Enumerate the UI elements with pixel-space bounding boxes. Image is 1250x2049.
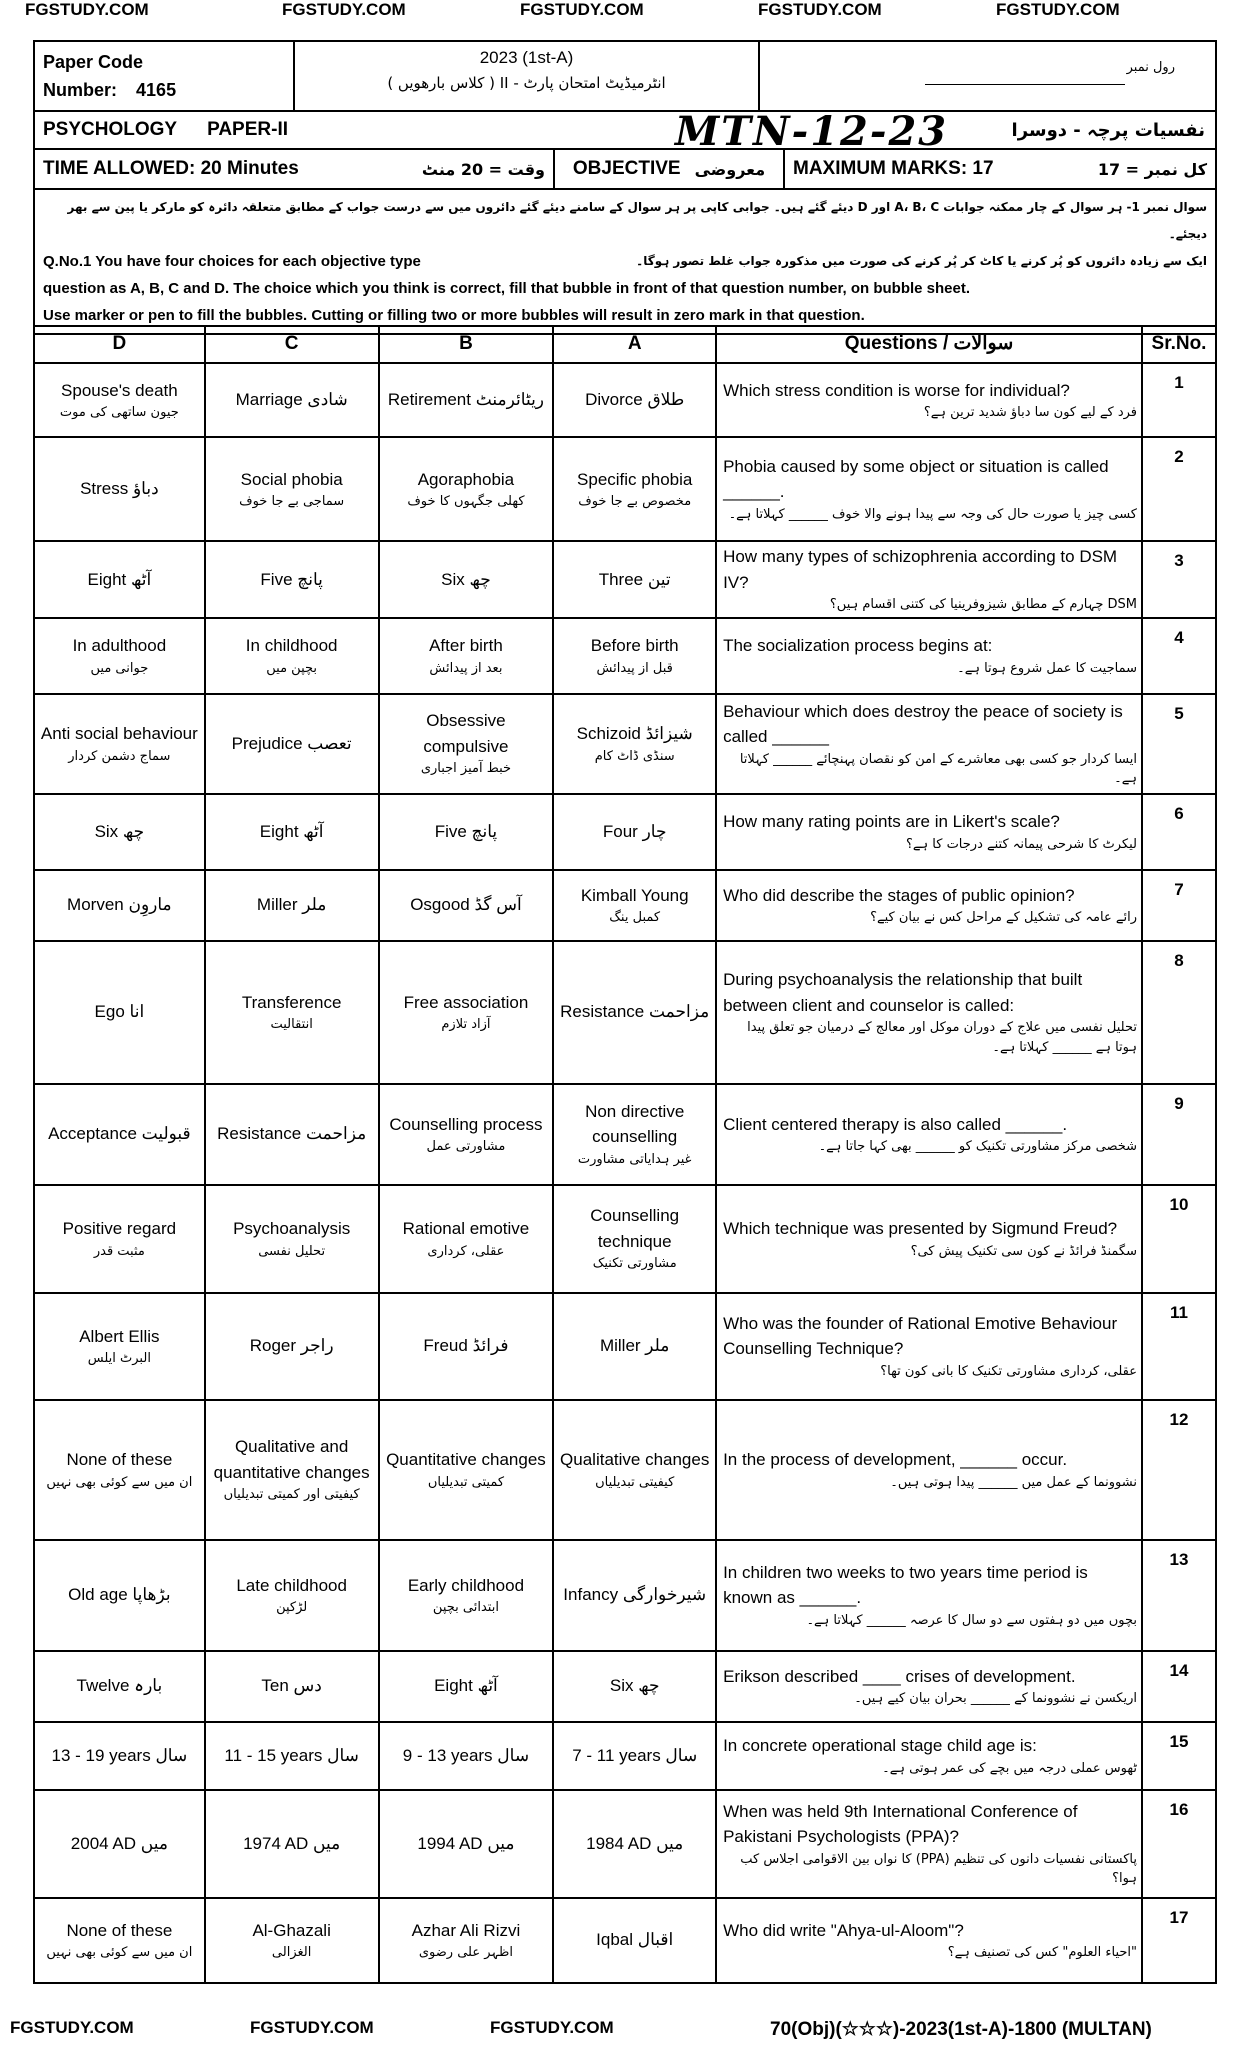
option-text: Kimball Young	[580, 885, 689, 905]
option-urdu: کھلی جگہوں کا خوف	[407, 494, 525, 509]
question-cell	[716, 794, 1142, 870]
instructions-urdu-2: ایک سے زیادہ دائروں کو پُر کرنے یا کاٹ کر پُر کرنے کی صورت میں مذکورہ جواب غلط تصور ہوگا۔	[636, 254, 1207, 268]
serial-number: 8	[1142, 941, 1216, 1084]
question-urdu: DSM چہارم کے مطابق شیزوفرینیا کی کتنی اقسام ہیں؟	[829, 597, 1137, 612]
question-cell	[716, 1084, 1142, 1185]
question-urdu: شخصی مرکز مشاورتی تکنیک کو ______ بھی کہا جاتا ہے۔	[818, 1139, 1137, 1154]
option-b	[379, 541, 554, 618]
option-text: Anti social behaviour	[40, 724, 198, 743]
question-row	[34, 1790, 1216, 1898]
question-urdu: اریکسن نے نشوونما کے ______ بحران بیان کیے ہیں۔	[854, 1691, 1137, 1706]
option-c	[205, 1400, 379, 1540]
option-c	[205, 1651, 379, 1722]
option-b	[379, 1540, 554, 1651]
option-b	[379, 1185, 554, 1293]
option-a	[553, 541, 716, 618]
option-text: Qualitative changes	[560, 1450, 710, 1469]
option-urdu: سماجی بے جا خوف	[239, 494, 345, 509]
paper-number: 4165	[136, 80, 177, 100]
option-d	[34, 1651, 205, 1722]
col-sr: Sr.No.	[1142, 326, 1216, 363]
option-text: None of these	[66, 1920, 173, 1940]
col-c: C	[205, 326, 379, 363]
option-a	[553, 1898, 716, 1983]
option-c	[205, 941, 379, 1084]
question-urdu: فرد کے لیے کون سا دباؤ شدید ترین ہے؟	[923, 405, 1137, 420]
question-urdu: تحلیل نفسی میں علاج کے دوران موکل اور معالج کے درمیان جو تعلق پیدا ہوتا ہے ______ کہلاتا ہے۔	[747, 1020, 1137, 1055]
option-text: Three تین	[598, 569, 671, 589]
question-urdu: پاکستانی نفسیات دانوں کی تنظیم (PPA) کا نواں بین الاقوامی اجلاس کب ہوا؟	[740, 1851, 1137, 1886]
question-text: Phobia caused by some object or situation is called ______.	[723, 456, 1109, 502]
option-text: Miller ملر	[599, 1336, 670, 1356]
option-c	[205, 437, 379, 541]
question-cell	[716, 1651, 1142, 1722]
option-d	[34, 870, 205, 941]
option-urdu: غیر ہدایاتی مشاورت	[577, 1151, 692, 1167]
option-text: Before birth	[590, 636, 679, 655]
option-b	[379, 437, 554, 541]
option-text: Counselling technique	[590, 1206, 680, 1251]
option-text: Five پانچ	[260, 569, 323, 589]
option-d	[34, 1185, 205, 1293]
option-text: Prejudice تعصب	[231, 733, 352, 753]
option-a	[553, 694, 716, 794]
option-c	[205, 618, 379, 694]
option-d	[34, 1540, 205, 1651]
serial-number: 4	[1142, 618, 1216, 694]
option-d	[34, 1084, 205, 1185]
option-b	[379, 870, 554, 941]
option-text: Miller ملر	[256, 895, 327, 915]
max-marks: MAXIMUM MARKS: 17	[793, 158, 994, 179]
option-b	[379, 1790, 554, 1898]
option-d	[34, 437, 205, 541]
exam-title-urdu: انٹرمیڈیٹ امتحان پارٹ - II ( کلاس بارھویں )	[387, 74, 666, 92]
option-text: Six چھ	[441, 569, 491, 589]
option-d	[34, 541, 205, 618]
serial-number: 2	[1142, 437, 1216, 541]
question-text: Client centered therapy is also called ______.	[723, 1114, 1068, 1134]
option-c	[205, 363, 379, 437]
option-text: Freud فرائڈ	[423, 1336, 509, 1356]
option-text: Obsessive compulsive	[423, 711, 509, 756]
option-c	[205, 1540, 379, 1651]
option-d	[34, 794, 205, 870]
option-text: Psychoanalysis	[233, 1219, 351, 1238]
question-urdu: نشوونما کے عمل میں ______ پیدا ہوتی ہیں۔	[890, 1474, 1137, 1490]
serial-number: 13	[1142, 1540, 1216, 1651]
option-urdu: الغزالی	[271, 1945, 312, 1960]
option-urdu: آزاد تلازم	[441, 1017, 491, 1032]
question-row	[34, 694, 1216, 794]
option-d	[34, 694, 205, 794]
watermark: FGSTUDY.COM	[282, 0, 406, 19]
question-cell	[716, 437, 1142, 541]
question-row	[34, 1185, 1216, 1293]
question-row	[34, 1540, 1216, 1651]
option-urdu: عقلی، کرداری	[427, 1243, 505, 1259]
option-text: Retirement ریٹائرمنٹ	[387, 390, 545, 410]
option-urdu: قبل از پیدائش	[596, 660, 673, 676]
serial-number: 10	[1142, 1185, 1216, 1293]
question-row	[34, 1898, 1216, 1983]
question-text: Erikson described ____ crises of development.	[723, 1666, 1076, 1686]
footer-watermark: FGSTUDY.COM	[250, 2018, 374, 2037]
option-text: Qualitative and quantitative changes	[213, 1437, 370, 1482]
question-row	[34, 1084, 1216, 1185]
option-text: Eight آٹھ	[259, 821, 324, 841]
option-c	[205, 1084, 379, 1185]
question-row	[34, 794, 1216, 870]
question-cell	[716, 870, 1142, 941]
option-text: Six چھ	[94, 821, 145, 841]
footer-watermark: FGSTUDY.COM	[490, 2018, 614, 2037]
option-text: Early childhood	[407, 1575, 525, 1595]
option-text: Free association	[403, 992, 529, 1012]
option-urdu: لڑکپن	[276, 1600, 308, 1615]
option-b	[379, 794, 554, 870]
option-text: Quantitative changes	[386, 1450, 546, 1469]
option-text: None of these	[66, 1450, 173, 1469]
option-urdu: جیون ساتھی کی موت	[59, 405, 179, 420]
option-text: Twelve بارہ	[76, 1676, 163, 1696]
watermark: FGSTUDY.COM	[25, 0, 149, 19]
option-c	[205, 1722, 379, 1790]
question-cell	[716, 363, 1142, 437]
option-a	[553, 1400, 716, 1540]
option-text: Osgood آس گڈ	[410, 895, 522, 915]
question-text: In the process of development, ______ occur.	[723, 1450, 1068, 1469]
option-urdu: مشاورتی تکنیک	[592, 1256, 677, 1272]
option-urdu: کمیتی تبدیلیاں	[427, 1474, 505, 1490]
question-text: How many rating points are in Likert's scale?	[723, 812, 1060, 831]
watermark: FGSTUDY.COM	[758, 0, 882, 19]
option-text: Positive regard	[62, 1219, 177, 1238]
question-urdu: عقلی، کرداری مشاورتی تکنیک کا بانی کون تھا؟	[880, 1363, 1137, 1379]
option-c	[205, 1898, 379, 1983]
option-text: Morven ماروِن	[67, 895, 172, 915]
option-text: Counselling process	[389, 1114, 543, 1134]
option-text: Late childhood	[236, 1575, 347, 1595]
option-c	[205, 1790, 379, 1898]
question-text: In children two weeks to two years time period is known as ______.	[723, 1562, 1088, 1608]
question-urdu: سماجیت کا عمل شروع ہوتا ہے۔	[957, 660, 1137, 676]
serial-number: 3	[1142, 541, 1216, 618]
question-cell	[716, 1722, 1142, 1790]
question-row	[34, 1400, 1216, 1540]
option-a	[553, 363, 716, 437]
option-text: Agoraphobia	[417, 469, 515, 489]
option-text: 1984 AD میں	[586, 1833, 684, 1853]
question-row	[34, 363, 1216, 437]
option-text: Non directive counselling	[585, 1101, 685, 1147]
option-urdu: ابتدائی بچپن	[432, 1600, 499, 1615]
option-c	[205, 1293, 379, 1400]
option-text: Iqbal اقبال	[596, 1930, 674, 1950]
col-b: B	[379, 326, 554, 363]
serial-number: 16	[1142, 1790, 1216, 1898]
option-text: 1994 AD میں	[417, 1833, 515, 1853]
option-a	[553, 870, 716, 941]
option-b	[379, 694, 554, 794]
max-marks-urdu: کل نمبر = 17	[1097, 159, 1207, 179]
option-a	[553, 1185, 716, 1293]
objective-urdu: معروضی	[694, 159, 766, 179]
time-allowed: TIME ALLOWED: 20 Minutes	[43, 158, 299, 179]
option-urdu: مثبت قدر	[93, 1243, 145, 1259]
paper: PAPER-II	[207, 119, 289, 140]
option-b	[379, 363, 554, 437]
option-urdu: اظہر علی رضوی	[418, 1945, 513, 1960]
serial-number: 17	[1142, 1898, 1216, 1983]
option-c	[205, 870, 379, 941]
col-questions: Questions / سوالات	[716, 326, 1142, 363]
question-row	[34, 870, 1216, 941]
question-text: Which stress condition is worse for individual?	[723, 380, 1070, 400]
subject: PSYCHOLOGY	[43, 119, 178, 140]
question-row	[34, 541, 1216, 618]
option-text: Infancy شیرخوارگی	[563, 1585, 707, 1605]
option-b	[379, 1651, 554, 1722]
option-text: 1974 AD میں	[243, 1833, 341, 1853]
option-a	[553, 1722, 716, 1790]
question-cell	[716, 1185, 1142, 1293]
option-d	[34, 1790, 205, 1898]
option-text: 11 - 15 years سال	[224, 1745, 359, 1765]
question-text: Who did write "Ahya-ul-Aloom"?	[723, 1920, 964, 1940]
option-text: Schizoid شیزائڈ	[576, 724, 693, 743]
footer-watermark: FGSTUDY.COM	[10, 2018, 134, 2037]
serial-number: 12	[1142, 1400, 1216, 1540]
handwritten-code: MTN-12-23	[675, 108, 949, 155]
option-text: Al-Ghazali	[252, 1920, 331, 1940]
question-cell	[716, 694, 1142, 794]
option-c	[205, 694, 379, 794]
serial-number: 15	[1142, 1722, 1216, 1790]
watermark: FGSTUDY.COM	[520, 0, 644, 19]
question-urdu: ایسا کردار جو کسی بھی معاشرے کے امن کو نقصان پہنچائے ______ کہلاتا ہے۔	[739, 751, 1137, 786]
col-d: D	[34, 326, 205, 363]
question-cell	[716, 1540, 1142, 1651]
option-b	[379, 618, 554, 694]
option-d	[34, 1400, 205, 1540]
instructions-urdu-1: سوال نمبر 1- ہر سوال کے چار ممکنہ جوابات A، B، C اور D دیئے گئے ہیں۔ جوابی کاپی پر ہر سوال کے سامنے دیئے گئے دائروں میں سے درست جواب کے مطابق متعلقہ دائرہ کو مارکر یا پین سے بھر دیجئے۔	[67, 200, 1207, 241]
question-text: The socialization process begins at:	[723, 636, 993, 655]
paper-code-label: Paper Code	[43, 52, 144, 72]
watermark: FGSTUDY.COM	[996, 0, 1120, 19]
question-urdu: لیکرٹ کا شرحی پیمانہ کتنے درجات کا ہے؟	[906, 836, 1137, 852]
option-a	[553, 1790, 716, 1898]
question-row	[34, 618, 1216, 694]
option-text: Resistance مزاحمت	[217, 1124, 367, 1144]
option-text: Roger راجر	[249, 1336, 334, 1356]
serial-number: 7	[1142, 870, 1216, 941]
option-text: Spouse's death	[61, 380, 178, 400]
question-urdu: رائے عامہ کی تشکیل کے مراحل کس نے بیان کیے؟	[870, 910, 1137, 925]
question-text: Who did describe the stages of public opinion?	[723, 885, 1075, 905]
option-urdu: سماج دشمن کردار	[68, 748, 171, 764]
option-text: Social phobia	[240, 469, 343, 489]
option-urdu: کیفیتی تبدیلیاں	[595, 1474, 675, 1490]
question-urdu: "احیاء العلوم" کس کی تصنیف ہے؟	[947, 1945, 1137, 1960]
option-text: Eight آٹھ	[87, 569, 152, 589]
option-c	[205, 794, 379, 870]
option-urdu: خبط آمیز اجباری	[420, 761, 512, 777]
question-row	[34, 1651, 1216, 1722]
question-text: Which technique was presented by Sigmund Freud?	[723, 1219, 1118, 1238]
question-row	[34, 1293, 1216, 1400]
question-text: When was held 9th International Conference of Pakistani Psychologists (PPA)?	[723, 1801, 1078, 1846]
question-text: How many types of schizophrenia according to DSM IV?	[723, 547, 1118, 592]
option-d	[34, 941, 205, 1084]
question-text: Who was the founder of Rational Emotive Behaviour Counselling Technique?	[723, 1313, 1118, 1359]
question-row	[34, 1722, 1216, 1790]
question-text: Behaviour which does destroy the peace of society is called ______	[723, 701, 1123, 746]
option-a	[553, 794, 716, 870]
option-b	[379, 1293, 554, 1400]
question-cell	[716, 1898, 1142, 1983]
option-urdu: بچپن میں	[266, 660, 318, 676]
option-text: Divorce طلاق	[585, 390, 685, 410]
option-d	[34, 363, 205, 437]
question-cell	[716, 1400, 1142, 1540]
option-c	[205, 541, 379, 618]
option-text: Marriage شادی	[235, 390, 348, 410]
question-text: During psychoanalysis the relationship that built between client and counselor is called:	[723, 970, 1083, 1015]
option-text: 9 - 13 years سال	[402, 1745, 530, 1765]
option-urdu: البرٹ ایلس	[87, 1351, 151, 1366]
option-text: In childhood	[245, 636, 338, 655]
serial-number: 14	[1142, 1651, 1216, 1722]
question-row	[34, 941, 1216, 1084]
option-text: Old age بڑھاپا	[68, 1585, 171, 1605]
option-text: Transference	[241, 992, 342, 1012]
question-cell	[716, 1790, 1142, 1898]
question-text: In concrete operational stage child age is:	[723, 1736, 1037, 1755]
option-a	[553, 1084, 716, 1185]
option-b	[379, 1400, 554, 1540]
option-text: Ten دس	[261, 1676, 322, 1696]
instructions-3: Use marker or pen to fill the bubbles. Cutting or filling two or more bubbles will result in zero mark in that question.	[43, 307, 865, 324]
option-d	[34, 1293, 205, 1400]
option-b	[379, 1898, 554, 1983]
number-label: Number:	[43, 80, 118, 100]
option-text: Acceptance قبولیت	[48, 1124, 191, 1144]
question-cell	[716, 1293, 1142, 1400]
question-urdu: کسی چیز یا صورت حال کی وجہ سے پیدا ہونے والا خوف ______ کہلاتا ہے۔	[728, 506, 1137, 522]
time-urdu: وقت = 20 منٹ	[421, 159, 545, 179]
option-urdu: ان میں سے کوئی بھی نہیں	[46, 1474, 193, 1490]
option-c	[205, 1185, 379, 1293]
objective-label: OBJECTIVE	[572, 158, 681, 179]
serial-number: 9	[1142, 1084, 1216, 1185]
option-a	[553, 1293, 716, 1400]
paper-header	[33, 40, 1217, 335]
option-a	[553, 941, 716, 1084]
option-text: Ego انا	[94, 1002, 145, 1022]
option-b	[379, 1722, 554, 1790]
subject-urdu: نفسیات پرچہ - دوسرا	[1011, 119, 1205, 141]
questions-table	[33, 325, 1217, 1984]
question-urdu: سگمنڈ فرائڈ نے کون سی تکنیک پیش کی؟	[910, 1243, 1137, 1259]
option-text: Five پانچ	[434, 821, 498, 841]
option-text: 7 - 11 years سال	[572, 1745, 698, 1765]
option-a	[553, 618, 716, 694]
option-text: Eight آٹھ	[434, 1676, 498, 1696]
option-a	[553, 1651, 716, 1722]
question-row	[34, 437, 1216, 541]
instructions-1: Q.No.1 You have four choices for each objective type	[43, 253, 421, 270]
option-urdu: بعد از پیدائش	[429, 660, 503, 676]
option-text: Four چار	[602, 821, 667, 841]
option-a	[553, 437, 716, 541]
option-urdu: مخصوص بے جا خوف	[578, 494, 692, 509]
exam-year: 2023 (1st-A)	[479, 48, 574, 67]
question-cell	[716, 941, 1142, 1084]
option-urdu: تحلیل نفسی	[258, 1243, 326, 1259]
paper-footer-code: 70(Obj)(☆☆☆)-2023(1st-A)-1800 (MULTAN)	[770, 2019, 1152, 2040]
option-text: After birth	[429, 636, 503, 655]
option-text: Rational emotive	[402, 1219, 530, 1238]
option-text: 2004 AD میں	[70, 1833, 168, 1853]
option-text: Azhar Ali Rizvi	[411, 1920, 521, 1940]
option-urdu: ان میں سے کوئی بھی نہیں	[46, 1945, 193, 1960]
instructions-2: question as A, B, C and D. The choice which you think is correct, fill that bubble in front of that question number, on bubble sheet.	[43, 280, 971, 297]
option-urdu: مشاورتی عمل	[426, 1139, 506, 1154]
option-urdu: کیفیتی اور کمیتی تبدیلیاں	[223, 1487, 360, 1503]
question-cell	[716, 541, 1142, 618]
question-cell	[716, 618, 1142, 694]
option-d	[34, 1898, 205, 1983]
option-text: 13 - 19 years سال	[51, 1745, 188, 1765]
option-text: Stress دباؤ	[80, 479, 159, 499]
option-urdu: کمبل ینگ	[609, 910, 661, 925]
question-urdu: ٹھوس عملی درجہ میں بچے کی عمر ہوتی ہے۔	[882, 1760, 1137, 1776]
option-d	[34, 618, 205, 694]
col-a: A	[553, 326, 716, 363]
option-text: Six چھ	[609, 1676, 660, 1696]
option-urdu: جوانی میں	[90, 660, 149, 676]
serial-number: 1	[1142, 363, 1216, 437]
option-urdu: سنڈی ڈاٹ کام	[594, 748, 675, 764]
roll-no-label: رول نمبر	[1126, 60, 1175, 75]
serial-number: 11	[1142, 1293, 1216, 1400]
serial-number: 6	[1142, 794, 1216, 870]
option-text: Resistance مزاحمت	[560, 1002, 710, 1022]
option-text: In adulthood	[72, 636, 167, 655]
question-urdu: بچوں میں دو ہفتوں سے دو سال کا عرصہ ______ کہلاتا ہے۔	[806, 1612, 1137, 1628]
option-text: Albert Ellis	[79, 1326, 160, 1346]
option-b	[379, 941, 554, 1084]
option-a	[553, 1540, 716, 1651]
option-urdu: انتقالیت	[270, 1017, 313, 1032]
serial-number: 5	[1142, 694, 1216, 794]
option-b	[379, 1084, 554, 1185]
option-d	[34, 1722, 205, 1790]
option-text: Specific phobia	[577, 469, 693, 489]
roll-no-line	[925, 84, 1125, 85]
